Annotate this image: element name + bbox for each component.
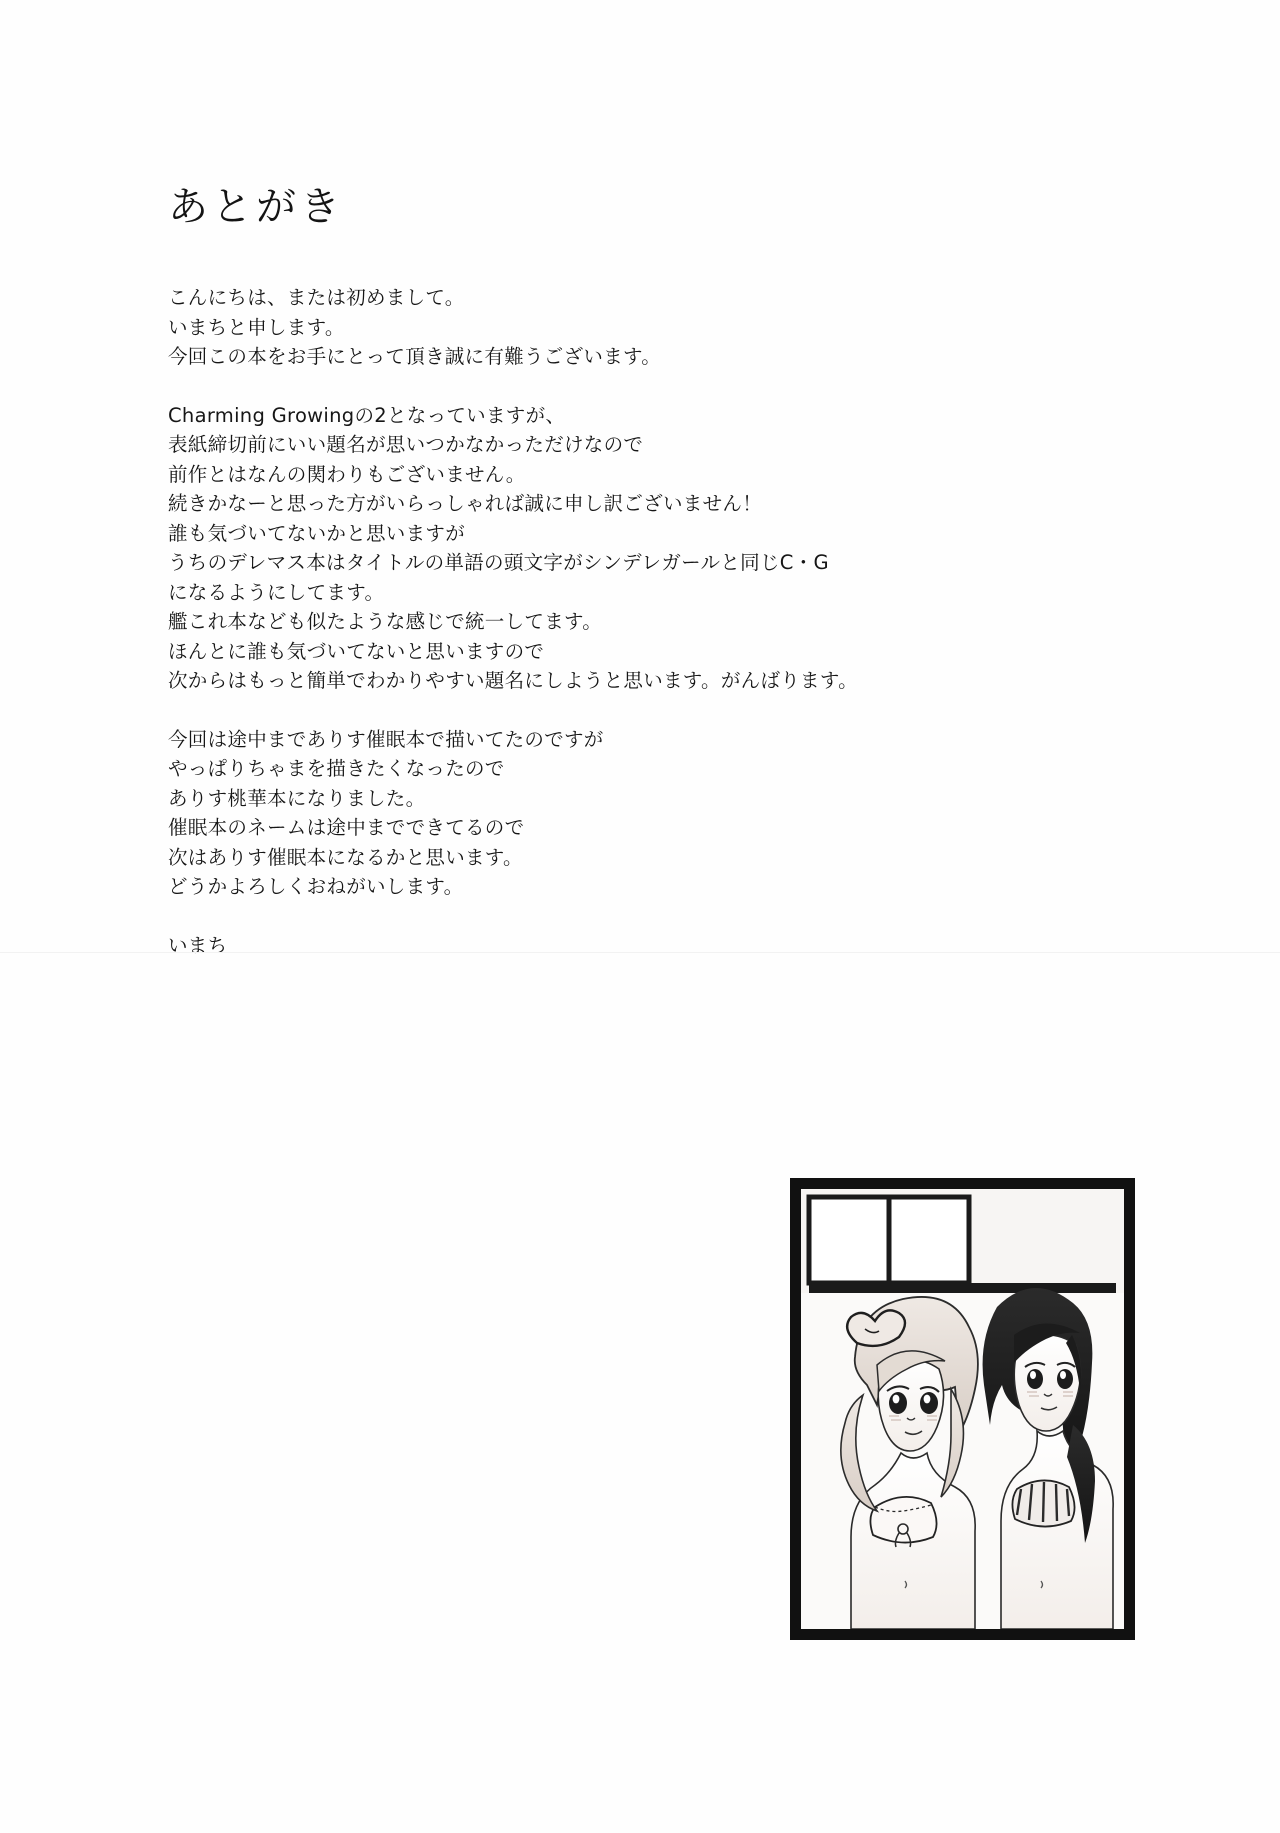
text-line: ほんとに誰も気づいてないと思いますので: [168, 639, 545, 663]
illustration-canvas: [801, 1189, 1124, 1629]
text-line: 誰も気づいてないかと思いますが: [168, 521, 466, 545]
paragraph-greeting: [168, 283, 1028, 372]
text-line: Charming Growingの2となっていますが、: [168, 403, 566, 427]
text-line: いまちと申します。: [168, 315, 345, 339]
text-line: 表紙締切前にいい題名が思いつかなかっただけなので: [168, 433, 644, 456]
text-line: 次はありす催眠本になるかと思います。: [168, 845, 523, 869]
two-girls-illustration: [790, 1178, 1135, 1640]
text-line: こんにちは、または初めまして。: [168, 286, 465, 309]
text-line: うちのデレマス本はタイトルの単語の頭文字がシンデレガールと同じC・G: [168, 551, 829, 574]
paragraph-title-explanation: [168, 401, 1028, 696]
paragraph-production-notes: [168, 725, 1028, 902]
afterword-body: [168, 283, 1028, 989]
text-line: 続きかなーと思った方がいらっしゃれば誠に申し訳ございません！: [168, 492, 763, 515]
illustration-art: [801, 1189, 1124, 1629]
text-line: 今回この本をお手にとって頂き誠に有難うございます。: [168, 345, 662, 368]
text-line: になるようにしてます。: [168, 580, 385, 604]
text-line: 艦これ本なども似たような感じで統一してます。: [168, 610, 603, 633]
author-signature: いまち: [168, 933, 228, 957]
page-title: あとがき: [168, 183, 344, 230]
text-line: どうかよろしくおねがいします。: [168, 875, 464, 898]
text-line: 前作とはなんの関わりもございません。: [168, 462, 526, 486]
text-line: 催眠本のネームは途中までできてるので: [168, 816, 525, 839]
text-line: ありす桃華本になりました。: [168, 786, 426, 810]
text-line: 次からはもっと簡単でわかりやすい題名にしようと思います。がんばります。: [168, 669, 858, 692]
text-line: 今回は途中までありす催眠本で描いてたのですが: [168, 727, 604, 751]
text-line: やっぱりちゃまを描きたくなったので: [168, 757, 505, 780]
page-fold-line: [0, 952, 1280, 953]
